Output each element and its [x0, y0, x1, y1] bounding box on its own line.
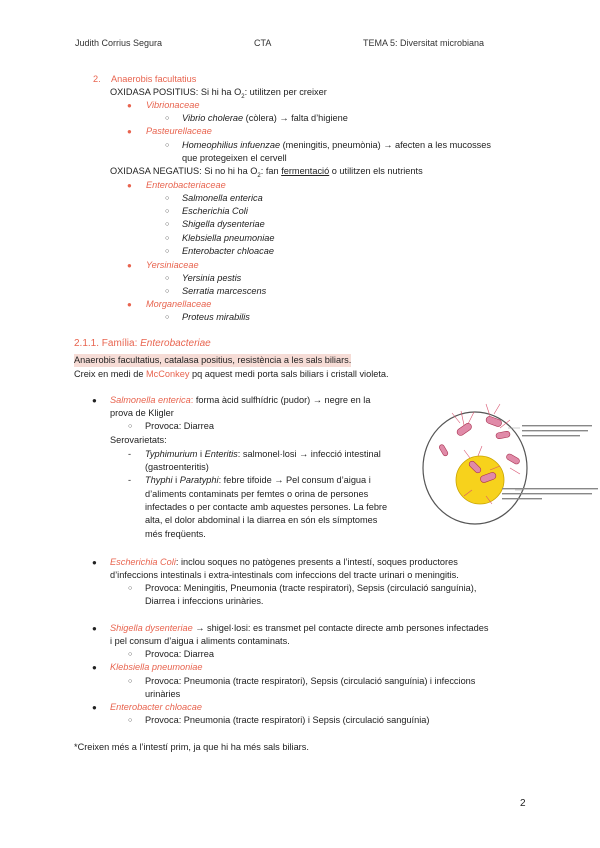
header-subject: CTA [254, 38, 272, 48]
circle-bullet-icon: ○ [165, 288, 170, 295]
salmonella-egg-illustration [420, 398, 600, 528]
typhi-line-5: més freqüents. [145, 529, 206, 539]
salmonella-line: Salmonella enterica: forma àcid sulfhídric (pudor) → negre en la [110, 395, 371, 405]
dash-icon: - [128, 449, 132, 459]
family-enterobacteriaceae: Enterobacteriaceae [146, 180, 226, 190]
enterobacter-name: Enterobacter chloacae [110, 702, 202, 712]
page-number: 2 [520, 798, 526, 809]
bullet-icon: ● [127, 181, 132, 190]
bullet-icon: ● [92, 703, 97, 712]
typhimurium-line: Typhimurium i Enteritis: salmonel·losi → infecció intestinal [145, 449, 381, 459]
species-item: Serratia marcescens [182, 286, 267, 296]
shigella-provoca: Provoca: Diarrea [145, 649, 214, 659]
species-vibrio: Vibrio cholerae (còlera) → falta d’higiene [182, 113, 348, 123]
klebsiella-name: Klebsiella pneumoniae [110, 662, 203, 672]
section-title: Anaerobis facultatius [111, 74, 197, 84]
shigella-line: Shigella dysenteriae → shigel·losi: es transmet pel contacte directe amb persones infectades [110, 623, 489, 633]
species-item: Yersinia pestis [182, 273, 242, 283]
typhi-line-3: infectades o per contacte amb aquestes persones. La febre [145, 502, 388, 512]
circle-bullet-icon: ○ [165, 275, 170, 282]
bullet-icon: ● [127, 127, 132, 136]
circle-bullet-icon: ○ [165, 248, 170, 255]
species-item: Escherichia Coli [182, 206, 248, 216]
typhi-line-4: alta, el dolor abdominal i la diarrea en són els símptomes [145, 515, 378, 525]
family-vibrionaceae: Vibrionaceae [146, 100, 200, 110]
circle-bullet-icon: ○ [165, 208, 170, 215]
section-number: 2. [93, 74, 101, 84]
circle-bullet-icon: ○ [165, 221, 170, 228]
circle-bullet-icon: ○ [165, 195, 170, 202]
ecoli-provoca: Provoca: Meningitis, Pneumonia (tracte respiratori), Sepsis (circulació sanguínia), [145, 583, 477, 593]
circle-bullet-icon: ○ [165, 115, 170, 122]
circle-bullet-icon: ○ [128, 651, 133, 658]
family-yersiniaceae: Yersiniaceae [146, 260, 199, 270]
typhimurium-line-2: (gastroenteritis) [145, 462, 209, 472]
highlight-line: Anaerobis facultatius, catalasa positius, resistència a les sals biliars. [74, 355, 352, 365]
bullet-icon: ● [92, 558, 97, 567]
salmonella-line-2: prova de Kligler [110, 408, 174, 418]
oxidasa-negatius-line: OXIDASA NEGATIUS: Si no hi ha $O_2$: fan fermentació o utilitzen els nutrients [110, 166, 423, 179]
egg-yolk [456, 456, 504, 504]
header-topic: TEMA 5: Diversitat microbiana [363, 38, 485, 48]
species-item: Shigella dysenteriae [182, 219, 265, 229]
klebsiella-provoca-2: urinàries [145, 689, 181, 699]
dash-icon: - [128, 475, 132, 485]
circle-bullet-icon: ○ [128, 678, 133, 685]
typhi-line: Thyphi i Paratyphi: febre tifoide → Pel consum d’aigua i [145, 475, 371, 485]
circle-bullet-icon: ○ [128, 717, 133, 724]
family-heading: 2.1.1. Família: Enterobacteriae [74, 338, 211, 349]
shigella-line-2: i pel consum d’aigua i aliments contaminats. [110, 636, 290, 646]
circle-bullet-icon: ○ [165, 142, 170, 149]
footnote: *Creixen més a l’intestí prim, ja que hi ha més sals biliars. [74, 742, 309, 752]
ecoli-line-2: d’infeccions intestinals i extra-intestinals com infeccions del tracte urinari o meningitis. [110, 570, 459, 580]
bullet-icon: ● [127, 261, 132, 270]
ecoli-line: Escherichia Coli: inclou soques no patògenes presents a l’intestí, soques productores [110, 557, 458, 567]
oxidasa-positius-label: OXIDASA POSITIUS: [110, 87, 199, 97]
ecoli-provoca-2: Diarrea i infeccions urinàries. [145, 596, 264, 606]
family-pasteurellaceae: Pasteurellaceae [146, 126, 212, 136]
species-item: Enterobacter chloacae [182, 246, 274, 256]
species-item: Salmonella enterica [182, 193, 263, 203]
family-morganellaceae: Morganellaceae [146, 299, 212, 309]
typhi-line-2: d’aliments contaminats per femtes o orina de persones [145, 489, 369, 499]
bullet-icon: ● [92, 396, 97, 405]
bullet-icon: ● [127, 300, 132, 309]
enterobacter-provoca: Provoca: Pneumonia (tracte respiratori) i Sepsis (circulació sanguínia) [145, 715, 430, 725]
salmonella-provoca: Provoca: Diarrea [145, 421, 214, 431]
species-item: Proteus mirabilis [182, 312, 250, 322]
bullet-icon: ● [127, 101, 132, 110]
oxidasa-negatius-label: OXIDASA NEGATIUS: [110, 166, 202, 176]
bullet-icon: ● [92, 624, 97, 633]
oxidasa-positius-line: OXIDASA POSITIUS: Si hi ha $O_2$: utilitzen per creixer [110, 87, 327, 100]
circle-bullet-icon: ○ [165, 235, 170, 242]
header-author: Judith Corrius Segura [75, 38, 163, 48]
bullet-icon: ● [92, 663, 97, 672]
mcconkey-line: Creix en medi de McConkey pq aquest medi porta sals biliars i cristall violeta. [74, 369, 389, 379]
species-haemophilus-cont: que protegeixen el cervell [182, 153, 287, 163]
klebsiella-provoca: Provoca: Pneumonia (tracte respiratori), Sepsis (circulació sanguínia) i infeccions [145, 676, 476, 686]
species-item: Klebsiella pneumoniae [182, 233, 275, 243]
circle-bullet-icon: ○ [128, 423, 133, 430]
circle-bullet-icon: ○ [128, 585, 133, 592]
species-haemophilus: Homeophilius infuenzae (meningitis, pneumònia) → afecten a les mucosses [182, 140, 491, 150]
circle-bullet-icon: ○ [165, 314, 170, 321]
serovarietats-label: Serovarietats: [110, 435, 167, 445]
